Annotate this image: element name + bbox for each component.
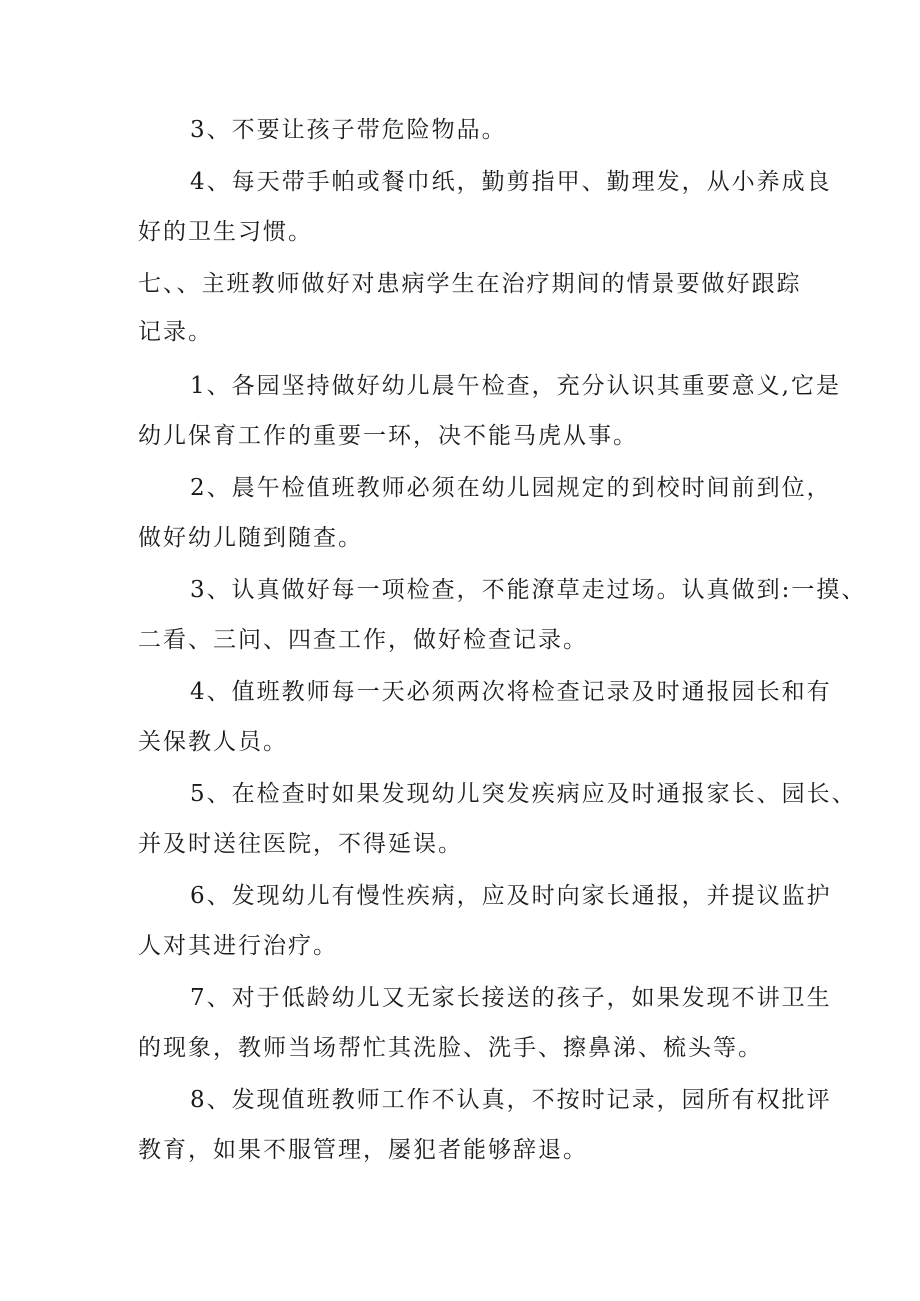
- text-line: 好的卫生习惯。: [138, 219, 313, 245]
- section-heading-continuation: 记录。: [138, 319, 213, 345]
- text-line: 8、发现值班教师工作不认真，不按时记录，园所有权批评: [190, 1087, 832, 1113]
- text-line: 做好幼儿随到随查。: [138, 525, 363, 551]
- text-line: 5、在检查时如果发现幼儿突发疾病应及时通报家长、园长、: [190, 781, 857, 807]
- text-line: 3、不要让孩子带危险物品。: [190, 117, 507, 143]
- text-line: 并及时送往医院，不得延误。: [138, 831, 463, 857]
- text-line: 3、认真做好每一项检查，不能潦草走过场。认真做到:一摸、: [190, 577, 867, 603]
- text-line: 2、晨午检值班教师必须在幼儿园规定的到校时间前到位，: [190, 475, 832, 501]
- text-line: 教育，如果不服管理，屡犯者能够辞退。: [138, 1137, 588, 1163]
- text-line: 4、每天带手帕或餐巾纸，勤剪指甲、勤理发，从小养成良: [190, 169, 832, 195]
- text-line: 7、对于低龄幼儿又无家长接送的孩子，如果发现不讲卫生: [190, 985, 832, 1011]
- section-heading: 七、、主班教师做好对患病学生在治疗期间的情景要做好跟踪: [138, 271, 802, 297]
- text-line: 4、值班教师每一天必须两次将检查记录及时通报园长和有: [190, 679, 832, 705]
- text-line: 关保教人员。: [138, 729, 288, 755]
- text-line: 的现象，教师当场帮忙其洗脸、洗手、擦鼻涕、梳头等。: [138, 1035, 763, 1061]
- text-line: 幼儿保育工作的重要一环，决不能马虎从事。: [138, 423, 638, 449]
- text-line: 人对其进行治疗。: [138, 933, 338, 959]
- text-line: 二看、三问、四查工作，做好检查记录。: [138, 627, 588, 653]
- text-line: 1、各园坚持做好幼儿晨午检查，充分认识其重要意义,它是: [190, 373, 841, 399]
- text-line: 6、发现幼儿有慢性疾病，应及时向家长通报，并提议监护: [190, 883, 832, 909]
